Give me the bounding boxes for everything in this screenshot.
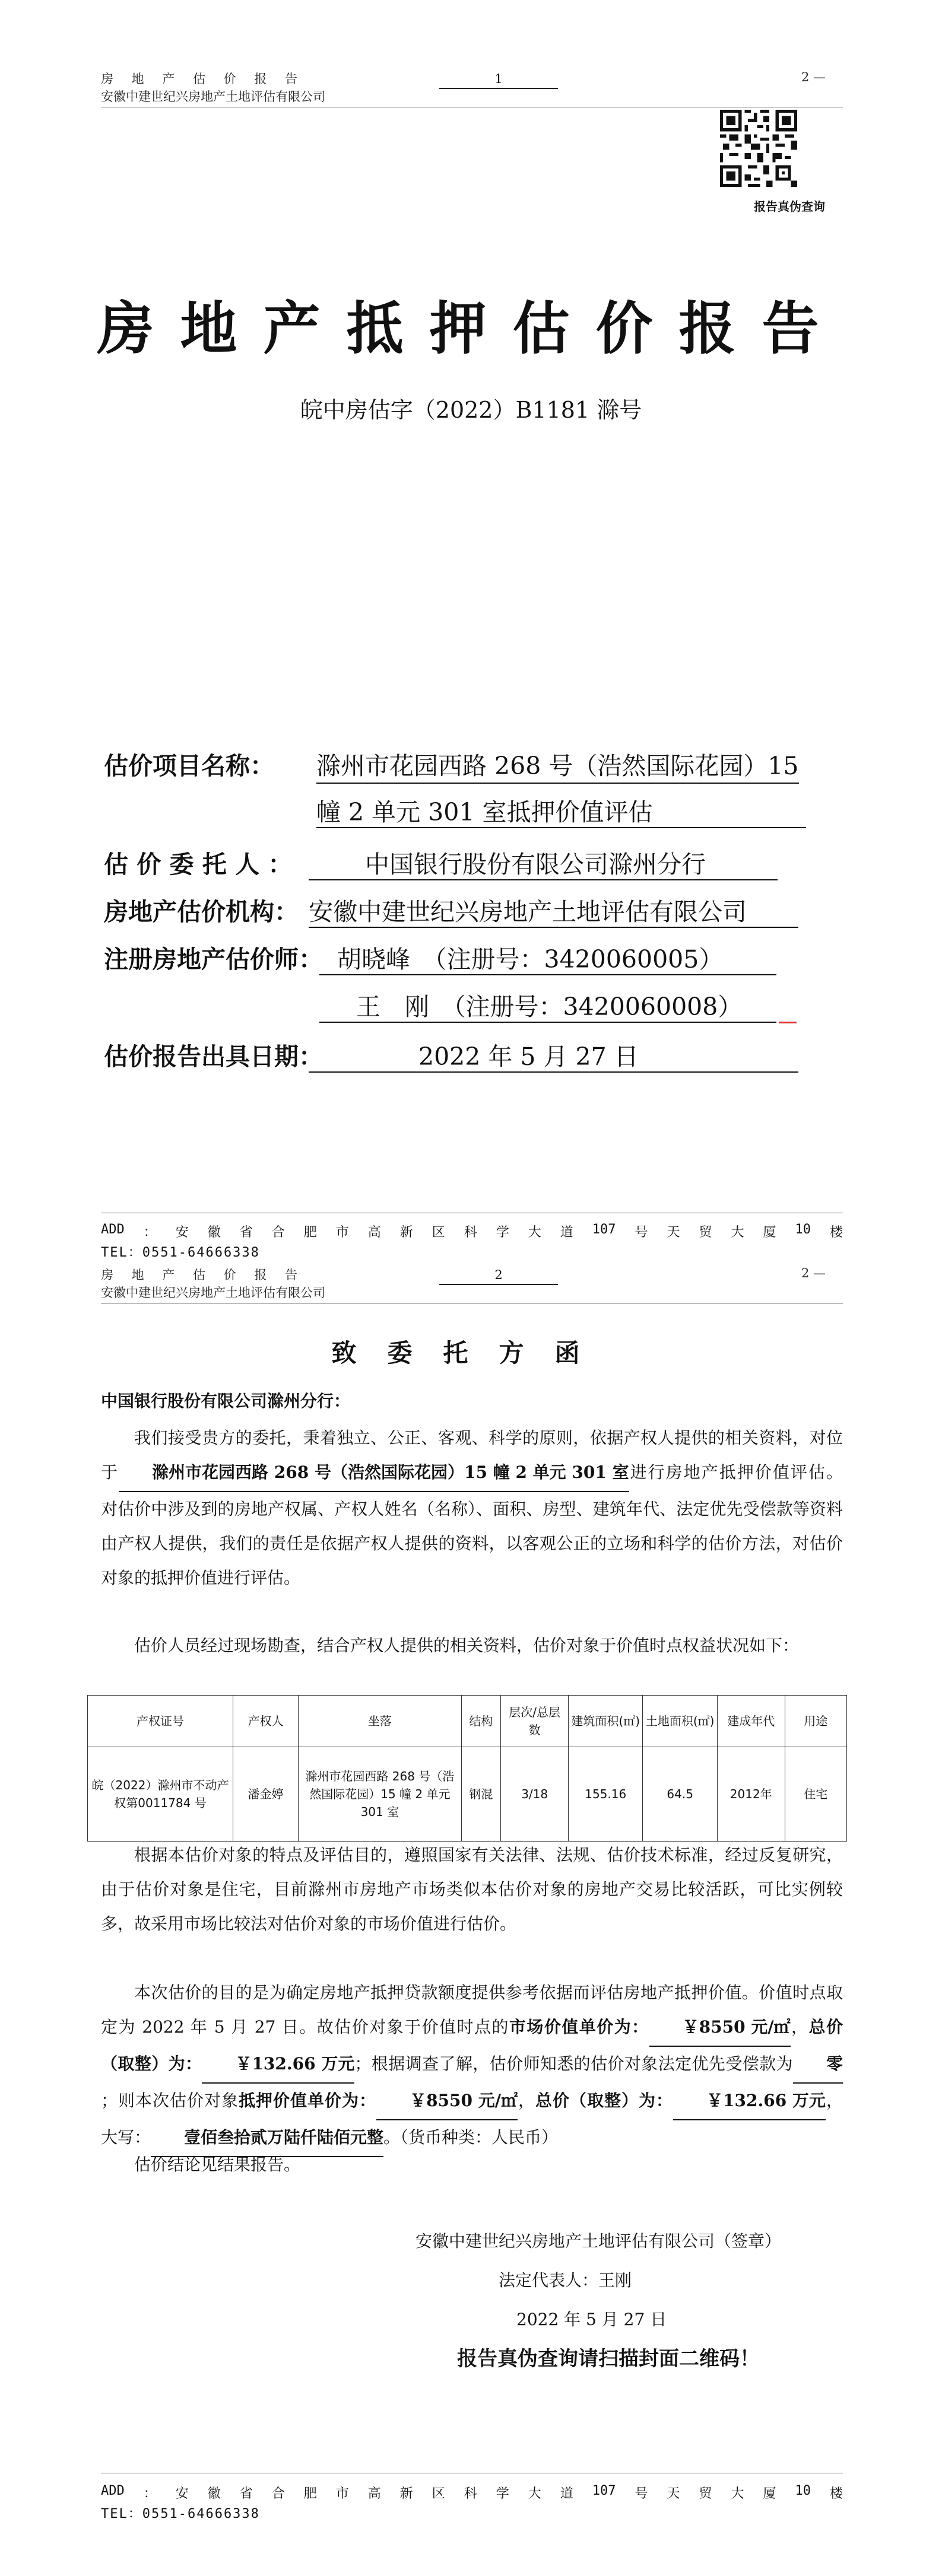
agency-underline <box>309 927 798 928</box>
footer-tel-p2: TEL：0551-64666338 <box>101 2507 260 2521</box>
table-cell: 潘金婷 <box>233 1747 299 1842</box>
table-header: 土地面积(㎡) <box>643 1696 717 1747</box>
header-report-label: 房 地 产 估 价 报 告 <box>101 72 305 86</box>
header-company-p2: 安徽中建世纪兴房地产土地评估有限公司 <box>101 1286 325 1300</box>
table-header: 结构 <box>461 1696 501 1747</box>
appraiser-label: 注册房地产估价师： <box>104 945 323 974</box>
table-header: 用途 <box>785 1696 846 1747</box>
table-cell: 3/18 <box>501 1747 569 1842</box>
table-cell: 155.16 <box>569 1747 643 1842</box>
table-header: 产权证号 <box>88 1696 233 1747</box>
project-name-value-line1: 滁州市花园西路 268 号（浩然国际花园）15 <box>316 746 799 784</box>
qr-caption: 报告真伪查询 <box>754 199 825 214</box>
agency-value: 安徽中建世纪兴房地产土地评估有限公司 <box>309 898 747 926</box>
appraiser-1: 胡晓峰 （注册号：3420060005） <box>337 945 724 974</box>
salutation: 中国银行股份有限公司滁州分行： <box>101 1391 351 1411</box>
table-header: 坐落 <box>299 1696 461 1747</box>
legal-representative: 法定代表人：王刚 <box>499 2270 632 2290</box>
paragraph-2: 估价人员经过现场勘查，结合产权人提供的相关资料，估价对象于价值时点权益状况如下： <box>134 1636 800 1655</box>
table-header: 建筑面积(㎡) <box>569 1696 643 1747</box>
paragraph-1: 我们接受贵方的委托，秉着独立、公正、客观、科学的原则，依据产权人提供的相关资料，对位于 滁州市花园西路 268 号（浩然国际花园）15 幢 2 单元 301 室进行房地产抵押价值评估。对估价中涉及到的房地产权属、产权人姓名（名称）、面积、房型、建筑年代、法定优先受偿款等资料由产权人提供，我们的责任是依据产权人提供的资料，以客观公正的立场和科学的估价方法，对估价对象的抵押价值进行评估。 <box>101 1428 843 1588</box>
project-name-label: 估价项目名称： <box>104 752 274 780</box>
appraiser1-underline <box>319 974 776 975</box>
signature-company: 安徽中建世纪兴房地产土地评估有限公司（签章） <box>416 2231 782 2251</box>
letter-title: 致委托方函 <box>331 1338 611 1367</box>
client-label: 估 价 委 托 人 ： <box>104 850 293 879</box>
appraiser2-underline <box>319 1022 776 1023</box>
header-page-number-p2: 2 <box>439 1266 558 1285</box>
agency-label: 房地产估价机构： <box>104 898 299 926</box>
footer-tel: TEL：0551-64666338 <box>101 1245 260 1260</box>
paragraph-3: 根据本估价对象的特点及评估目的，遵照国家有关法律、法规、估价技术标准，经过反复研究，由于估价对象是住宅，目前滁州市房地产市场类似本估价对象的房地产交易比较活跃，可比实例较多，故采用市场比较法对估价对象的市场价值进行估价。 <box>101 1845 843 1933</box>
client-value: 中国银行股份有限公司滁州分行 <box>365 850 706 879</box>
document-number: 皖中房估字（2022）B1181 滁号 <box>300 397 642 423</box>
red-mark <box>779 1022 797 1023</box>
appraiser-2: 王 刚 （注册号：3420060008） <box>356 993 743 1021</box>
property-table <box>87 1695 847 1842</box>
report-title: 房地产抵押估价报告 <box>97 295 845 362</box>
table-cell: 钢混 <box>461 1747 501 1842</box>
footer-address: ADD ： 安 徽 省 合 肥 市 高 新 区 科 学 大 道 107 号 天 贸 大 厦 10 楼 <box>101 1222 843 1240</box>
signature-date: 2022 年 5 月 27 日 <box>516 2310 667 2329</box>
qr-code-icon[interactable] <box>720 110 797 187</box>
report-date-label: 估价报告出具日期： <box>104 1042 323 1071</box>
table-cell: 64.5 <box>643 1747 717 1842</box>
table-cell: 滁州市花园西路 268 号（浩然国际花园）15 幢 2 单元 301 室 <box>299 1747 461 1842</box>
header-company: 安徽中建世纪兴房地产土地评估有限公司 <box>101 90 325 104</box>
client-underline <box>309 879 778 880</box>
date-underline <box>309 1071 798 1073</box>
table-header: 产权人 <box>233 1696 299 1747</box>
table-cell: 皖（2022）滁州市不动产权第0011784 号 <box>88 1747 233 1842</box>
header-page-number: 1 <box>439 70 558 89</box>
header-report-label-p2: 房 地 产 估 价 报 告 <box>101 1268 305 1282</box>
table-header: 建成年代 <box>717 1696 785 1747</box>
verification-note: 报告真伪查询请扫描封面二维码！ <box>457 2347 760 2371</box>
report-date-value: 2022 年 5 月 27 日 <box>418 1042 639 1071</box>
table-row <box>88 1747 847 1842</box>
table-cell: 2012年 <box>717 1747 785 1842</box>
footer-address-p2: ADD ： 安 徽 省 合 肥 市 高 新 区 科 学 大 道 107 号 天 贸 大 厦 10 楼 <box>101 2483 843 2501</box>
paragraph-4: 本次估价的目的是为确定房地产抵押贷款额度提供参考依据而评估房地产抵押价值。价值时点取定为 2022 年 5 月 27 日。故估价对象于价值时点的市场价值单价为： ￥8550 元/㎡，总价（取整）为： ￥132.66 万元；根据调查了解，估价师知悉的估价对象法定优先受偿款为 零；则本次估价对象抵押价值单价为： ￥8550 元/㎡，总价（取整）为： ￥132.66 万元，大写： 壹佰叁拾贰万陆仟陆佰元整。（货币种类：人民币） <box>101 1976 843 2157</box>
project-underline <box>316 827 806 828</box>
table-header-row <box>88 1696 847 1747</box>
header-page-total: 2 — <box>801 70 826 84</box>
table-cell: 住宅 <box>785 1747 846 1842</box>
paragraph-5: 估价结论见结果报告。 <box>134 2155 301 2174</box>
table-header: 层次/总层数 <box>501 1696 569 1747</box>
project-name-value-line2: 幢 2 单元 301 室抵押价值评估 <box>316 798 653 826</box>
header-page-total-p2: 2 — <box>801 1266 826 1280</box>
